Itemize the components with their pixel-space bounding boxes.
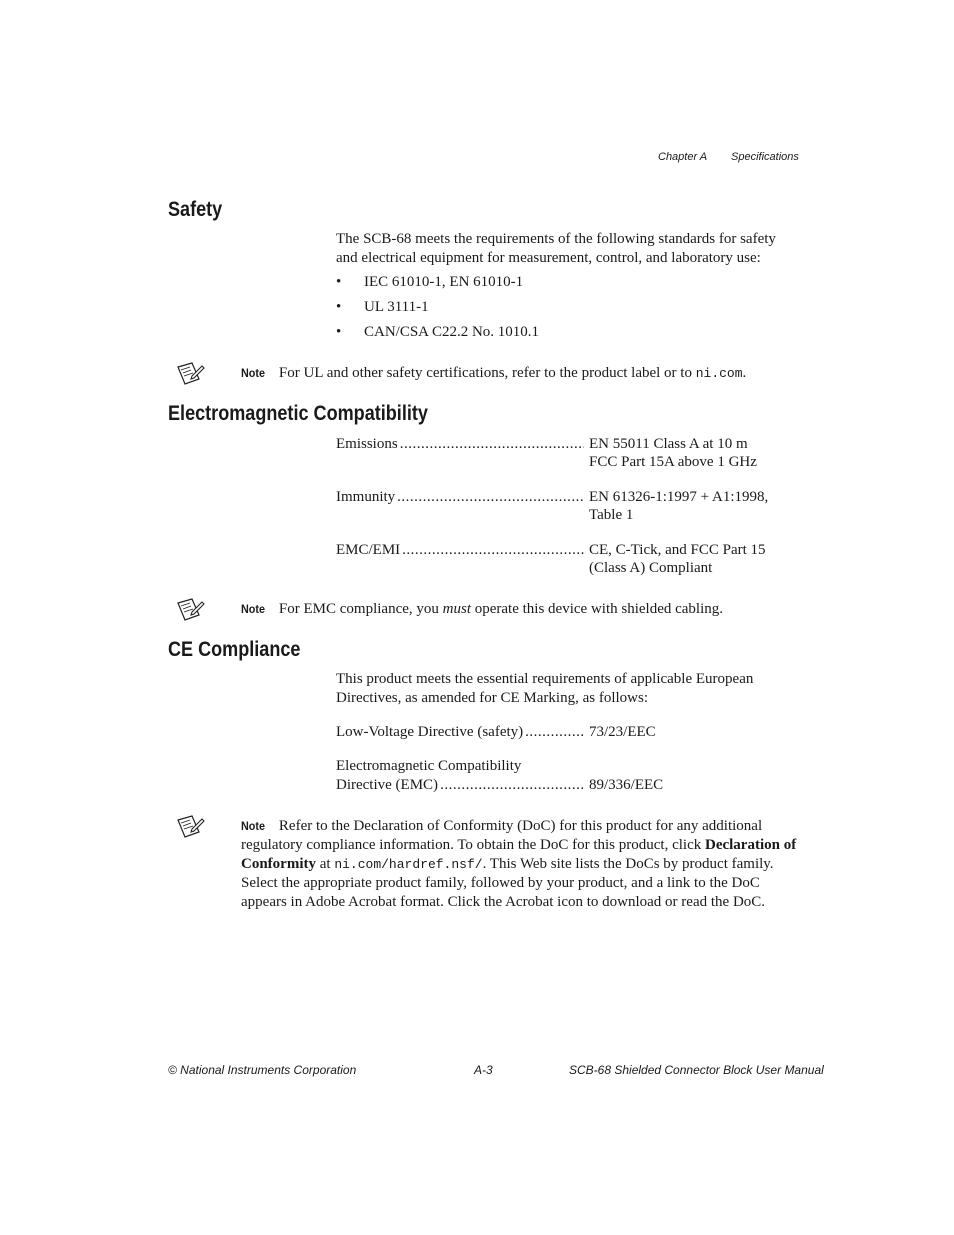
ni-com-link[interactable]: ni.com: [695, 366, 743, 381]
emc-note: [241, 600, 801, 619]
leader-dots: [525, 723, 584, 741]
spec-value: FCC Part 15A above 1 GHz: [589, 454, 757, 470]
spec-row-emc-emi: [336, 541, 586, 559]
ce-heading: CE Compliance: [168, 638, 301, 661]
spec-value: EN 55011 Class A at 10 m: [589, 436, 748, 452]
declaration-of-conformity-link[interactable]: Declaration of Conformity: [241, 837, 797, 872]
safety-note-text: For UL and other safety certifications, refer to the product label or to: [278, 365, 696, 381]
bullet-marker: •: [336, 299, 342, 315]
note-icon: [175, 596, 205, 622]
spec-label: Directive (EMC): [336, 777, 439, 793]
spec-row-emc-directive: [336, 776, 586, 794]
spec-label: Immunity: [336, 489, 396, 505]
spec-value: CE, C-Tick, and FCC Part 15: [589, 542, 766, 558]
spec-value: EN 61326-1:1997 + A1:1998,: [589, 489, 769, 505]
leader-dots: [440, 776, 584, 794]
spec-label: Emissions: [336, 436, 398, 452]
ce-note-text: at: [316, 856, 335, 872]
leader-dots: [402, 541, 584, 559]
ce-note: [241, 817, 801, 912]
ce-note-text: Refer to the Declaration of Conformity (DoC) for this product for any additional regulatory compliance information. To obtain the DoC for this product, click: [241, 818, 763, 853]
bullet-marker: •: [336, 324, 342, 340]
spec-value: 73/23/EEC: [589, 724, 656, 740]
footer-manual-title: SCB-68 Shielded Connector Block User Manual: [569, 1063, 824, 1077]
running-header-section: Specifications: [731, 151, 799, 163]
spec-label: Low-Voltage Directive (safety): [336, 724, 524, 740]
spec-row-low-voltage: [336, 723, 586, 741]
spec-label: EMC/EMI: [336, 542, 401, 558]
emc-note-text-end: operate this device with shielded cabling.: [471, 601, 724, 617]
emc-heading: Electromagnetic Compatibility: [168, 402, 428, 425]
spec-value: 89/336/EEC: [589, 777, 664, 793]
note-period: .: [742, 365, 747, 381]
note-icon: [175, 360, 205, 386]
footer-page-number: A-3: [474, 1063, 493, 1077]
ce-note-text: . This Web site lists the DoCs by product family. Select the appropriate product family, followed by your product, and a link to the DoC appears in Adobe Acrobat format. Click the Acrobat icon to download or read the DoC.: [241, 856, 774, 910]
safety-bullet-item: IEC 61010-1, EN 61010-1: [364, 274, 524, 290]
note-icon: [175, 813, 205, 839]
safety-intro: The SCB-68 meets the requirements of the following standards for safety and electrical equipment for measurement, control, and laboratory use:: [336, 231, 776, 266]
note-label: Note: [241, 819, 266, 833]
safety-heading: Safety: [168, 198, 223, 221]
note-label: Note: [241, 366, 266, 380]
leader-dots: [397, 488, 584, 506]
safety-note: [241, 364, 801, 383]
hardref-link[interactable]: ni.com/hardref.nsf/: [334, 857, 483, 872]
spec-value: Table 1: [589, 507, 634, 523]
emc-note-text: For EMC compliance, you: [278, 601, 443, 617]
spec-row-emissions: [336, 435, 586, 453]
emphasis-must: must: [442, 601, 471, 617]
footer-copyright: © National Instruments Corporation: [168, 1063, 357, 1077]
spec-label: Electromagnetic Compatibility: [336, 758, 522, 774]
running-header-chapter: Chapter A: [658, 151, 708, 163]
bullet-marker: •: [336, 274, 342, 290]
spec-value: (Class A) Compliant: [589, 560, 713, 576]
safety-bullet-item: CAN/CSA C22.2 No. 1010.1: [364, 324, 540, 340]
spec-row-immunity: [336, 488, 586, 506]
note-label: Note: [241, 602, 266, 616]
leader-dots: [400, 435, 584, 453]
ce-intro: This product meets the essential requirements of applicable European Directives, as amended for CE Marking, as follows:: [336, 671, 754, 706]
safety-bullet-item: UL 3111-1: [364, 299, 429, 315]
